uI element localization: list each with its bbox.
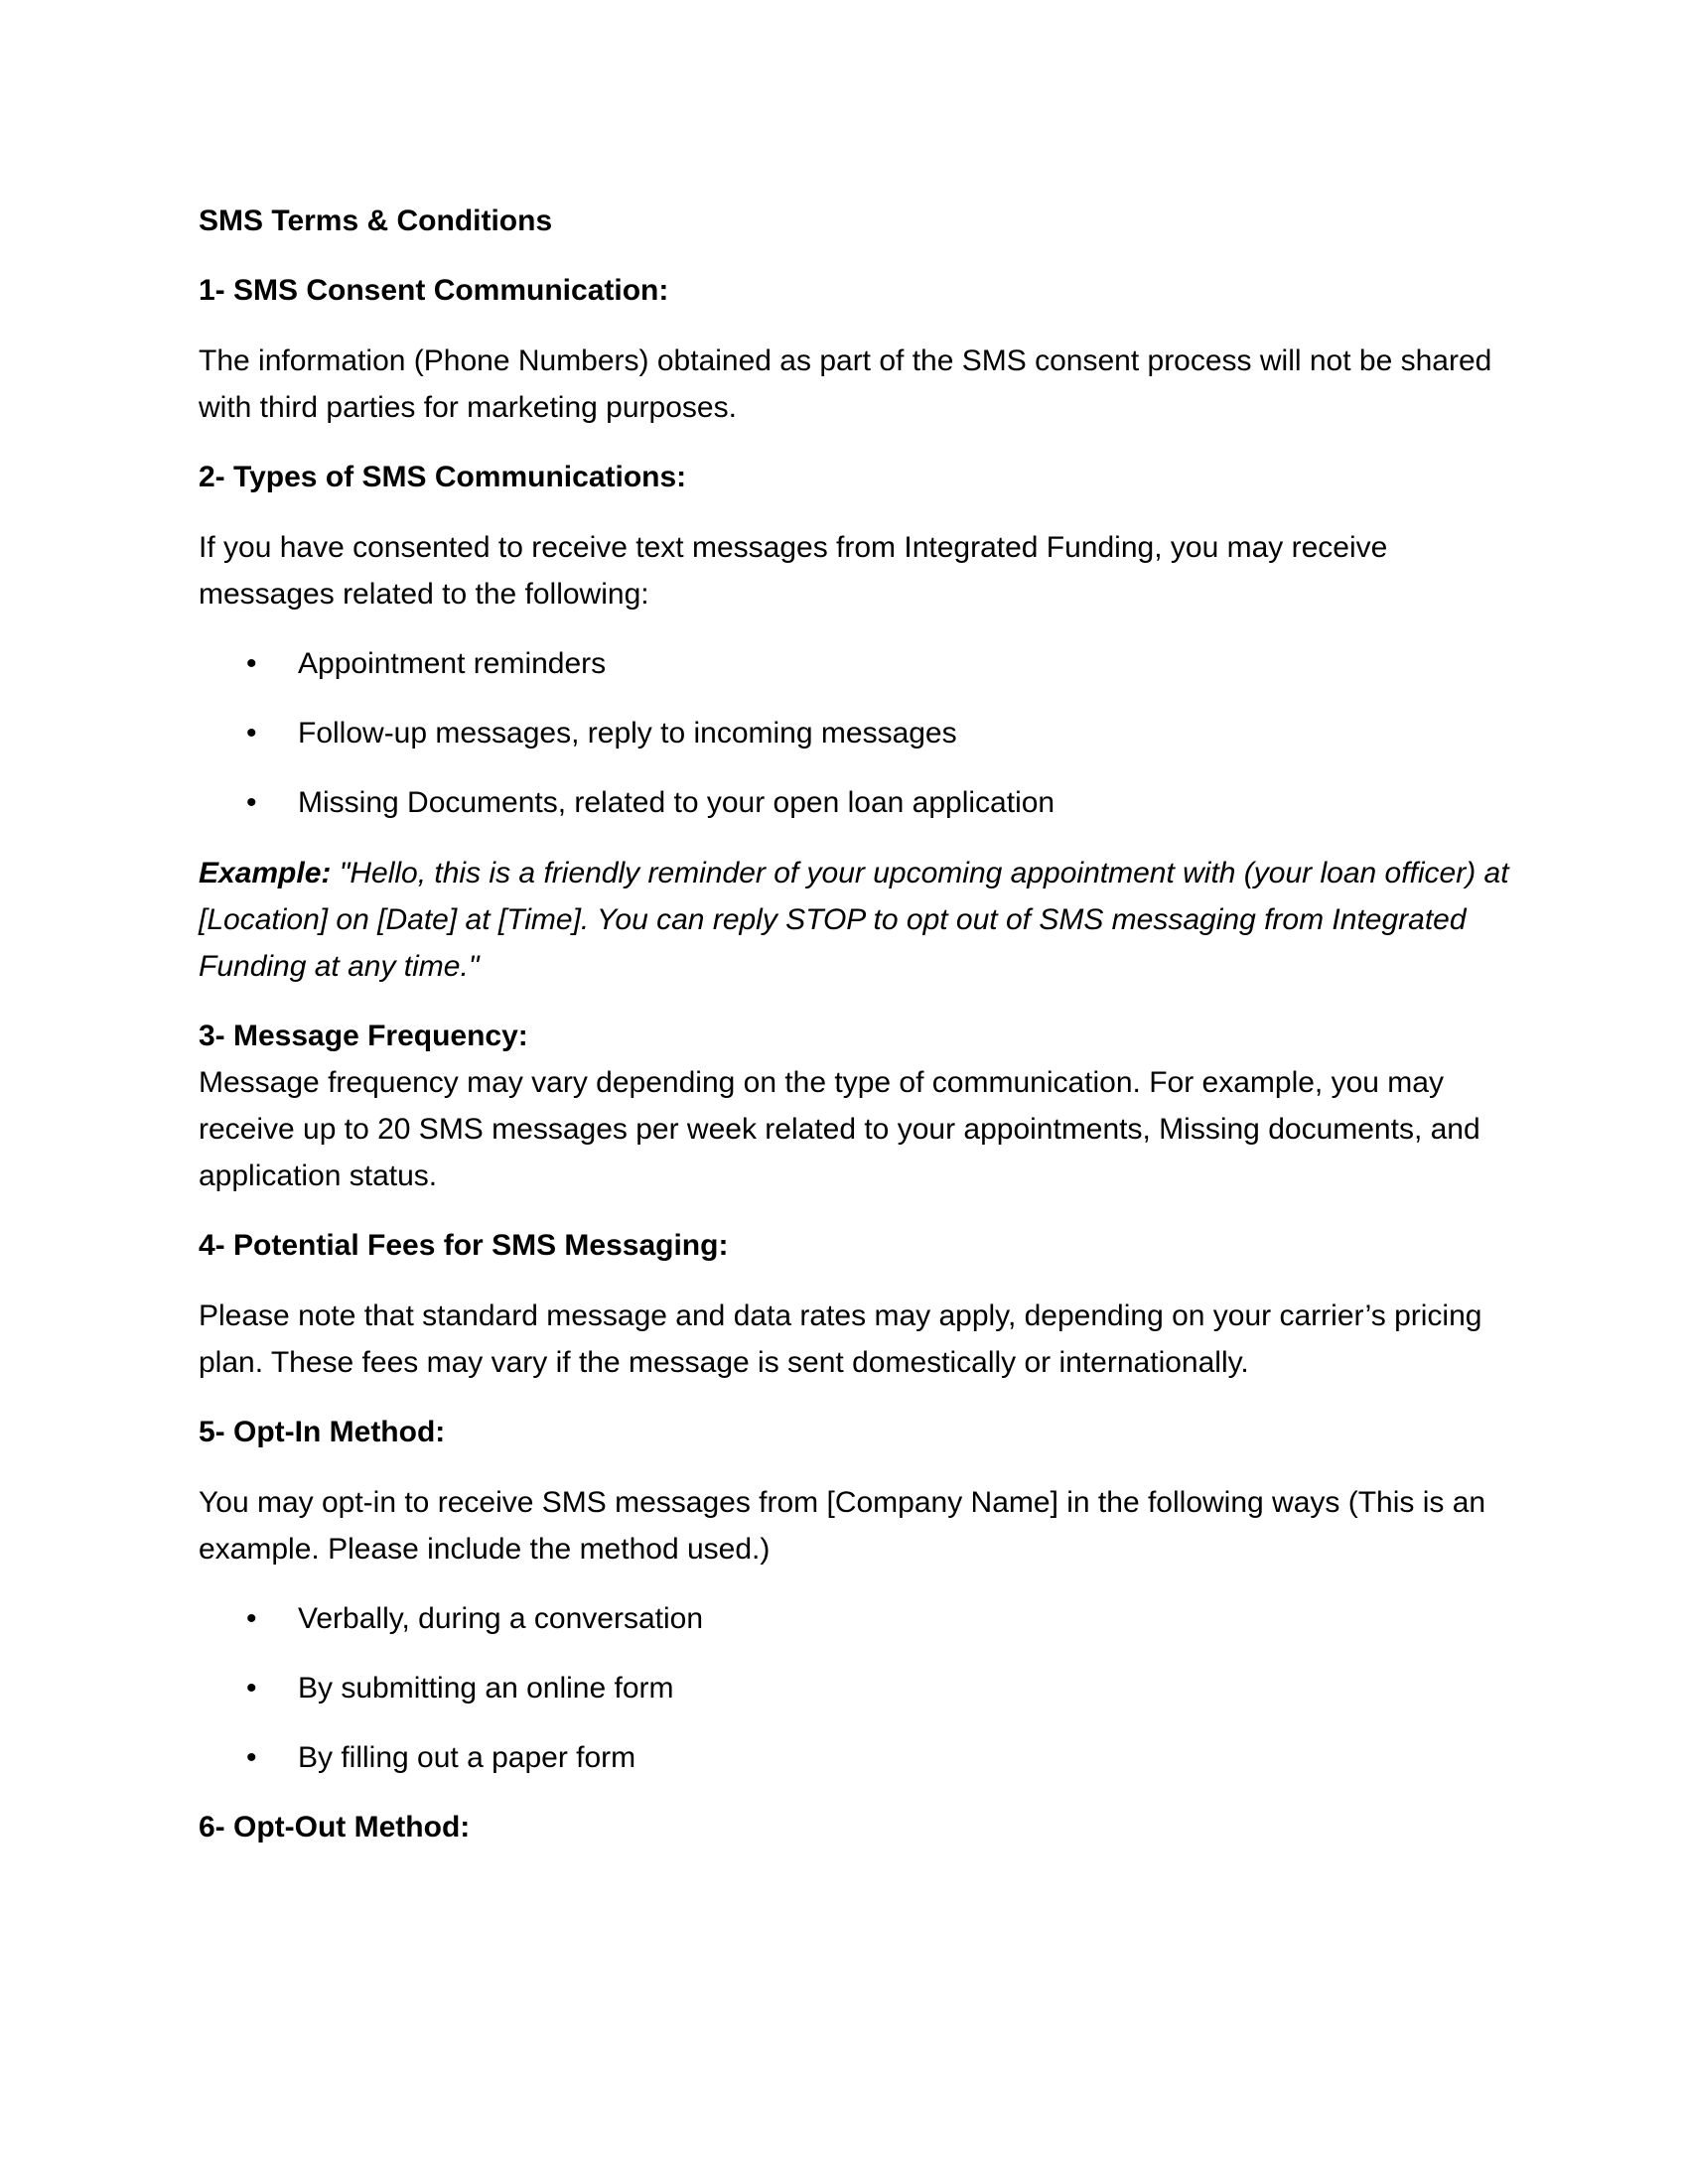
bullet-icon: • (246, 1602, 257, 1635)
list-item-text: Follow-up messages, reply to incoming messages (298, 717, 957, 750)
list-item-text: By submitting an online form (298, 1672, 674, 1705)
list-item (199, 1666, 1509, 1711)
section-5-bullet-list (199, 1596, 1509, 1781)
bullet-icon: • (246, 717, 257, 750)
list-item (199, 641, 1509, 687)
section-2-bullet-list (199, 641, 1509, 826)
section-5-heading: 5- Opt-In Method: (199, 1416, 446, 1448)
bullet-icon: • (246, 1741, 257, 1774)
example-label: Example: (199, 857, 332, 889)
bullet-icon: • (246, 786, 257, 819)
document-content (199, 199, 1509, 1874)
section-1-body: The information (Phone Numbers) obtained as part of the SMS consent process will not be shared with third parties for marketing purposes. (199, 344, 1492, 424)
section-3-body: Message frequency may vary depending on the type of communication. For example, you may receive up to 20 SMS messages per week related to your appointments, Missing documents, and application status. (199, 1066, 1480, 1192)
example-message (199, 850, 1509, 990)
list-item-text: By filling out a paper form (298, 1741, 636, 1774)
document-title: SMS Terms & Conditions (199, 205, 553, 237)
bullet-icon: • (246, 647, 257, 680)
list-item-text: Appointment reminders (298, 647, 607, 680)
section-6-heading: 6- Opt-Out Method: (199, 1811, 471, 1843)
section-2-body: If you have consented to receive text messages from Integrated Funding, you may receive messages related to the following: (199, 531, 1388, 611)
section-5-body: You may opt-in to receive SMS messages from [Company Name] in the following ways (This is an example. Please include the method used.) (199, 1486, 1486, 1566)
section-4-body: Please note that standard message and data rates may apply, depending on your carrier’s pricing plan. These fees may vary if the message is sent domestically or internationally. (199, 1299, 1482, 1379)
example-text: "Hello, this is a friendly reminder of your upcoming appointment with (your loan officer) at [Location] on [Date] at [Time]. You can reply STOP to opt out of SMS messaging from Integrated Funding at any time." (199, 857, 1509, 983)
list-item-text: Verbally, during a conversation (298, 1602, 704, 1635)
section-1-heading: 1- SMS Consent Communication: (199, 274, 669, 307)
bullet-icon: • (246, 1672, 257, 1705)
list-item (199, 1596, 1509, 1642)
section-3-heading: 3- Message Frequency: (199, 1020, 528, 1052)
list-item (199, 1735, 1509, 1781)
section-2-heading: 2- Types of SMS Communications: (199, 461, 687, 493)
list-item-text: Missing Documents, related to your open loan application (298, 786, 1055, 819)
list-item (199, 711, 1509, 756)
list-item (199, 780, 1509, 826)
section-4-heading: 4- Potential Fees for SMS Messaging: (199, 1229, 729, 1262)
